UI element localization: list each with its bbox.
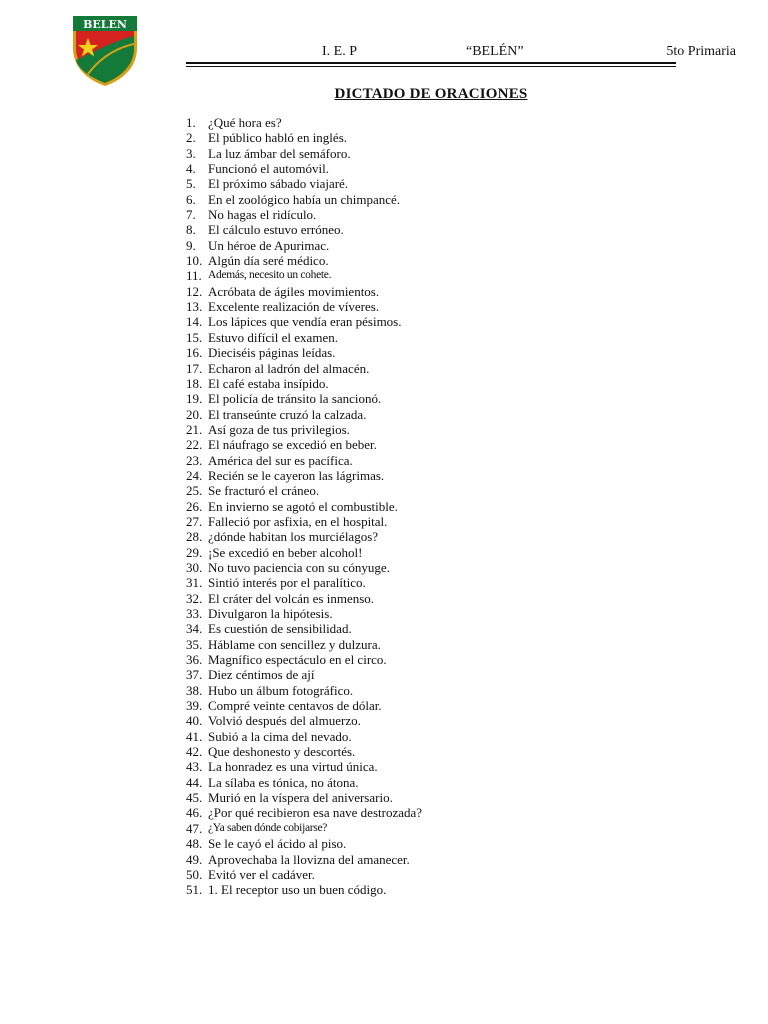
sentence-text: Funcionó el automóvil.	[208, 161, 329, 177]
header-rule-thin	[186, 66, 676, 67]
sentence-text: Diez céntimos de ají	[208, 667, 315, 683]
sentence-text: Magnífico espectáculo en el circo.	[208, 652, 387, 668]
sentence-text: Murió en la víspera del aniversario.	[208, 790, 393, 806]
sentence-text: Estuvo difícil el examen.	[208, 329, 338, 345]
sentence-text: Es cuestión de sensibilidad.	[208, 621, 352, 637]
sentence-item	[186, 146, 666, 161]
sentence-item	[186, 790, 666, 805]
sentence-number: 43.	[186, 759, 203, 775]
sentence-number: 18.	[186, 375, 203, 391]
sentence-item	[186, 867, 666, 882]
sentence-number: 37.	[186, 667, 203, 683]
sentence-number: 47.	[186, 820, 203, 836]
sentence-item	[186, 268, 666, 283]
sentence-item	[186, 376, 666, 391]
sentence-text: Subió a la cima del nevado.	[208, 728, 352, 744]
sentence-item	[186, 744, 666, 759]
sentence-item	[186, 529, 666, 544]
sentence-text: En invierno se agotó el combustible.	[208, 498, 398, 514]
sentence-item	[186, 314, 666, 329]
sentence-number: 32.	[186, 590, 203, 606]
sentence-number: 1.	[186, 115, 196, 130]
sentence-item	[186, 652, 666, 667]
sentence-text: Evitó ver el cadáver.	[208, 866, 315, 882]
sentence-text: Hubo un álbum fotográfico.	[208, 682, 354, 698]
sentence-number: 21.	[186, 421, 203, 437]
sentence-item	[186, 361, 666, 376]
sentence-text: La honradez es una virtud única.	[208, 759, 378, 775]
sentence-number: 14.	[186, 314, 203, 330]
sentence-item	[186, 575, 666, 590]
sentence-number: 24.	[186, 467, 203, 483]
sentence-item	[186, 207, 666, 222]
sentence-item	[186, 468, 666, 483]
sentence-item	[186, 299, 666, 314]
sentence-number: 6.	[186, 191, 196, 207]
sentence-number: 45.	[186, 790, 203, 806]
page-header	[186, 42, 736, 64]
sentence-number: 22.	[186, 437, 203, 453]
sentence-item	[186, 683, 666, 698]
sentence-number: 29.	[186, 544, 203, 560]
sentence-item	[186, 253, 666, 268]
sentence-text: Algún día seré médico.	[208, 253, 329, 269]
crest-text: BELEN	[83, 18, 127, 31]
sentence-item	[186, 192, 666, 207]
sentence-item	[186, 407, 666, 422]
school-crest-logo	[70, 14, 140, 88]
sentence-number: 46.	[186, 805, 203, 821]
sentence-item	[186, 591, 666, 606]
sentence-item	[186, 836, 666, 851]
sentence-item	[186, 391, 666, 406]
sentence-number: 34.	[186, 621, 203, 637]
header-rule-thick	[186, 62, 676, 64]
sentence-list	[186, 115, 666, 898]
sentence-number: 5.	[186, 176, 196, 192]
sentence-item	[186, 453, 666, 468]
sentence-item	[186, 545, 666, 560]
sentence-text: Los lápices que vendía eran pésimos.	[208, 314, 402, 330]
sentence-text: El público habló en inglés.	[208, 130, 348, 146]
sentence-text: Acróbata de ágiles movimientos.	[208, 283, 380, 299]
sentence-item	[186, 437, 666, 452]
sentence-number: 51.	[186, 882, 203, 898]
sentence-number: 41.	[186, 728, 203, 744]
sentence-text: La luz ámbar del semáforo.	[208, 145, 351, 161]
sentence-text: Echaron al ladrón del almacén.	[208, 360, 370, 376]
sentence-number: 35.	[186, 636, 203, 652]
sentence-text: ¡Se excedió en beber alcohol!	[208, 544, 363, 560]
school-name: “BELÉN”	[466, 44, 524, 59]
sentence-number: 7.	[186, 207, 196, 223]
sentence-item	[186, 345, 666, 360]
sentence-number: 44.	[186, 774, 203, 790]
sentence-item	[186, 422, 666, 437]
sentence-text: El cálculo estuvo erróneo.	[208, 222, 344, 238]
sentence-number: 23.	[186, 452, 203, 468]
sentence-text: Excelente realización de víveres.	[208, 299, 380, 315]
sentence-text: El náufrago se excedió en beber.	[208, 437, 377, 453]
sentence-item	[186, 621, 666, 636]
sentence-item	[186, 176, 666, 191]
sentence-text: No hagas el ridículo.	[208, 207, 317, 223]
sentence-text: Se le cayó el ácido al piso.	[208, 836, 347, 852]
sentence-number: 31.	[186, 575, 203, 591]
sentence-item	[186, 606, 666, 621]
sentence-number: 50.	[186, 866, 203, 882]
sentence-item	[186, 852, 666, 867]
sentence-item	[186, 115, 666, 130]
sentence-text: Se fracturó el cráneo.	[208, 483, 320, 499]
sentence-item	[186, 238, 666, 253]
sentence-text: ¿Por qué recibieron esa nave destrozada?	[208, 805, 423, 821]
sentence-number: 48.	[186, 836, 203, 852]
sentence-text: ¿Qué hora es?	[208, 115, 282, 130]
sentence-text: Divulgaron la hipótesis.	[208, 606, 333, 621]
sentence-text: La sílaba es tónica, no átona.	[208, 774, 359, 790]
sentence-text: Compré veinte centavos de dólar.	[208, 698, 382, 714]
sentence-item	[186, 161, 666, 176]
sentence-number: 2.	[186, 130, 196, 146]
sentence-text: Que deshonesto y descortés.	[208, 744, 356, 760]
sentence-text: Háblame con sencillez y dulzura.	[208, 636, 381, 652]
sentence-number: 33.	[186, 606, 203, 621]
page-title: DICTADO DE ORACIONES	[334, 86, 528, 102]
sentence-item	[186, 713, 666, 728]
sentence-number: 40.	[186, 713, 203, 729]
sentence-number: 15.	[186, 329, 203, 345]
sentence-number: 30.	[186, 559, 203, 575]
sentence-text: En el zoológico había un chimpancé.	[208, 191, 401, 207]
sentence-text: El transeúnte cruzó la calzada.	[208, 406, 367, 422]
sentence-text: No tuvo paciencia con su cónyuge.	[208, 559, 390, 575]
sentence-text: El café estaba insípido.	[208, 375, 329, 391]
sentence-number: 3.	[186, 145, 196, 161]
sentence-text: Volvió después del almuerzo.	[208, 713, 361, 729]
sentence-number: 16.	[186, 345, 203, 361]
school-type: I. E. P	[322, 44, 357, 59]
sentence-text: ¿dónde habitan los murciélagos?	[208, 529, 379, 545]
sentence-number: 8.	[186, 222, 196, 238]
sentence-text: 1. El receptor uso un buen código.	[208, 882, 387, 898]
grade-label: 5to Primaria	[666, 44, 736, 59]
sentence-text: El policía de tránsito la sancionó.	[208, 391, 382, 407]
sentence-text: ¿Ya saben dónde cobijarse?	[208, 821, 328, 834]
sentence-item	[186, 821, 666, 836]
sentence-number: 25.	[186, 483, 203, 499]
sentence-item	[186, 729, 666, 744]
sentence-text: Además, necesito un cohete.	[208, 269, 332, 282]
sentence-item	[186, 667, 666, 682]
sentence-item	[186, 130, 666, 145]
sentence-number: 11.	[186, 268, 202, 284]
sentence-item	[186, 775, 666, 790]
sentence-number: 27.	[186, 513, 203, 529]
sentence-number: 19.	[186, 391, 203, 407]
sentence-item	[186, 499, 666, 514]
sentence-item	[186, 560, 666, 575]
sentence-item	[186, 698, 666, 713]
sentence-item	[186, 882, 666, 897]
sentence-number: 12.	[186, 283, 203, 299]
sentence-text: Un héroe de Apurimac.	[208, 237, 330, 253]
sentence-number: 9.	[186, 237, 196, 253]
sentence-item	[186, 514, 666, 529]
sentence-number: 28.	[186, 529, 203, 545]
sentence-item	[186, 222, 666, 237]
sentence-item	[186, 330, 666, 345]
sentence-number: 38.	[186, 682, 203, 698]
sentence-text: Recién se le cayeron las lágrimas.	[208, 467, 385, 483]
sentence-text: Aprovechaba la llovizna del amanecer.	[208, 851, 410, 867]
sentence-item	[186, 637, 666, 652]
sentence-number: 17.	[186, 360, 203, 376]
sentence-item	[186, 759, 666, 774]
sentence-number: 49.	[186, 851, 203, 867]
sentence-text: Sintió interés por el paralítico.	[208, 575, 366, 591]
sentence-text: Dieciséis páginas leídas.	[208, 345, 336, 361]
sentence-number: 13.	[186, 299, 203, 315]
sentence-number: 4.	[186, 161, 196, 177]
sentence-item	[186, 284, 666, 299]
sentence-number: 10.	[186, 253, 203, 269]
sentence-text: Falleció por asfixia, en el hospital.	[208, 513, 388, 529]
sentence-item	[186, 483, 666, 498]
sentence-text: El cráter del volcán es inmenso.	[208, 590, 375, 606]
sentence-number: 20.	[186, 406, 203, 422]
sentence-number: 39.	[186, 698, 203, 714]
sentence-text: América del sur es pacífica.	[208, 452, 353, 468]
sentence-item	[186, 805, 666, 820]
sentence-text: Así goza de tus privilegios.	[208, 421, 350, 437]
sentence-text: El próximo sábado viajaré.	[208, 176, 349, 192]
sentence-number: 42.	[186, 744, 203, 760]
sentence-number: 36.	[186, 652, 203, 668]
sentence-number: 26.	[186, 498, 203, 514]
